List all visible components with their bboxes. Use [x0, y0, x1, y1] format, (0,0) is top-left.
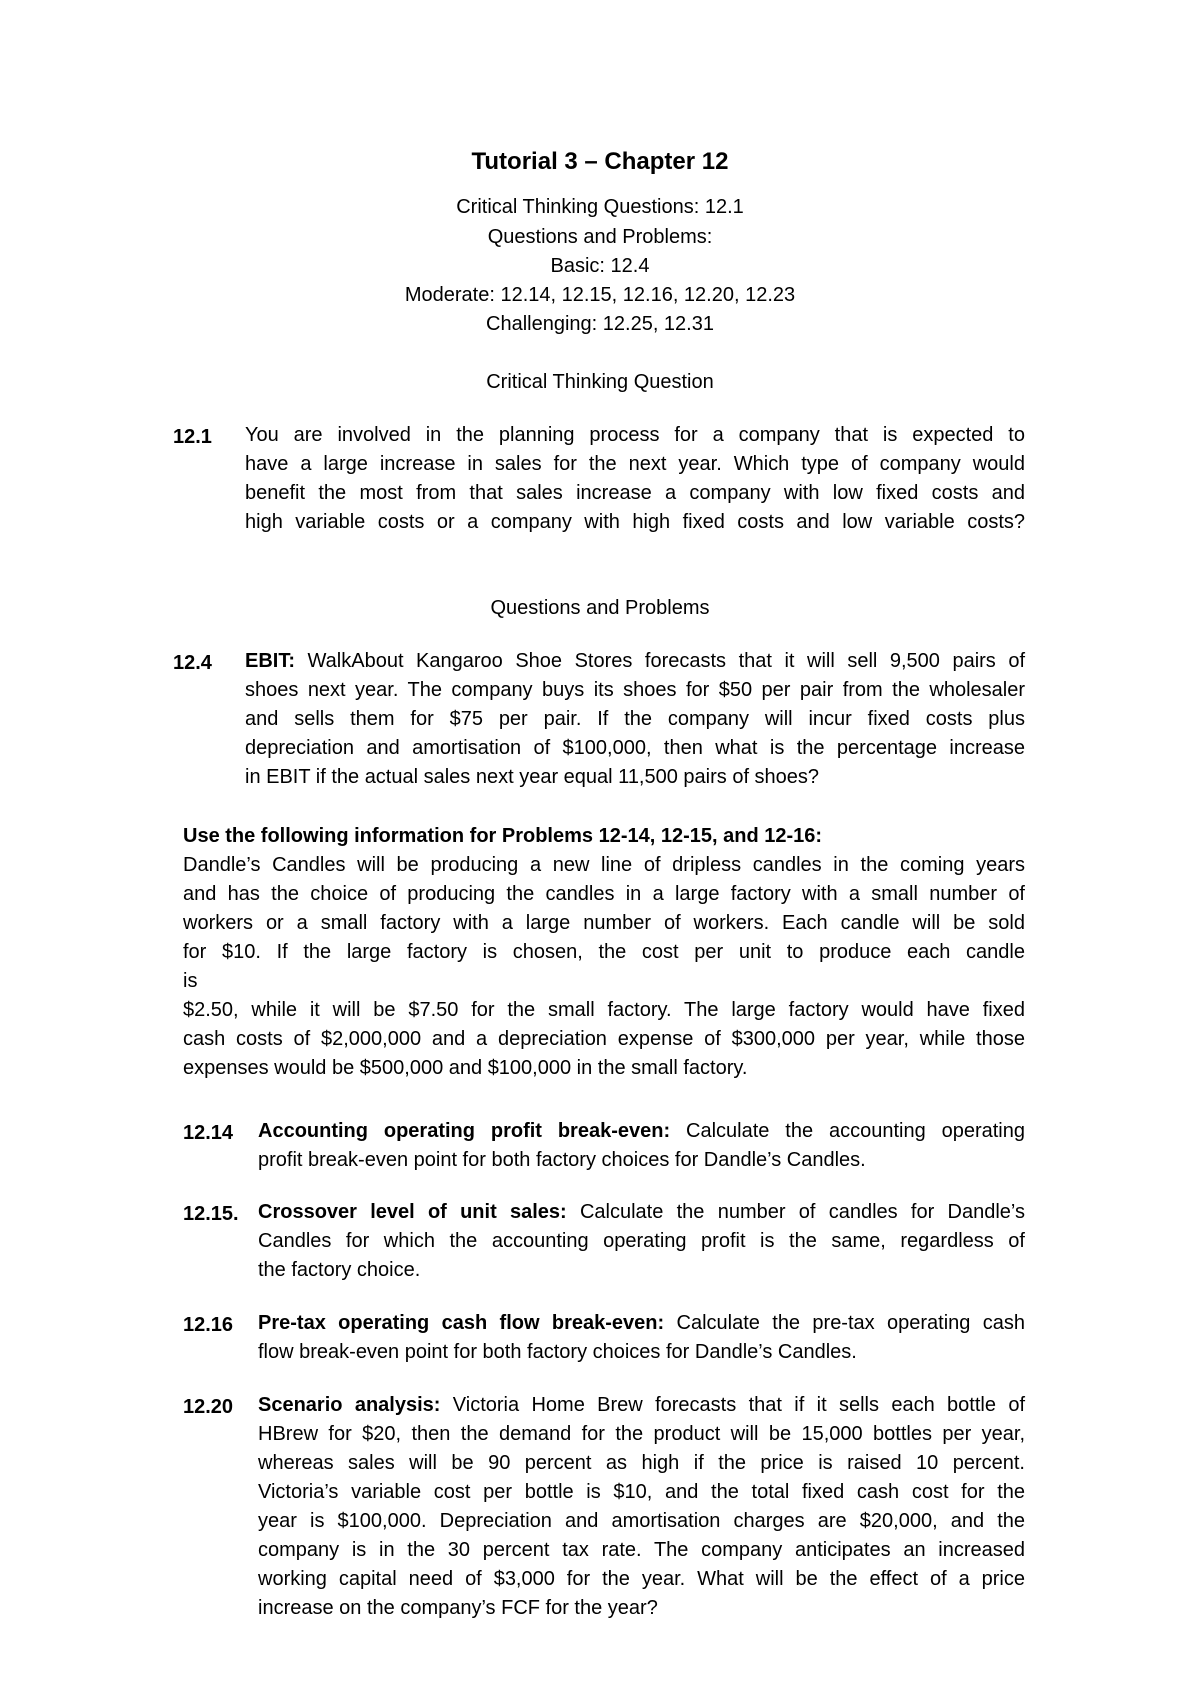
question-line: have a large increase in sales for the next year. Which type of company would	[245, 453, 1025, 475]
info-line: for $10. If the large factory is chosen, the cost per unit to produce each candle	[183, 941, 1025, 963]
question-label: EBIT:	[245, 650, 295, 672]
question-line: year is $100,000. Depreciation and amortisation charges are $20,000, and the	[258, 1510, 1025, 1532]
section-heading-questions-problems: Questions and Problems	[490, 597, 710, 619]
question-line: benefit the most from that sales increase a company with low fixed costs and	[245, 482, 1025, 504]
question-line	[258, 1117, 1025, 1146]
section-heading-critical-thinking: Critical Thinking Question	[486, 371, 714, 393]
info-line: Dandle’s Candles will be producing a new line of dripless candles in the coming years	[183, 854, 1025, 876]
question-text: Calculate the accounting operating	[686, 1120, 1025, 1142]
question-text: WalkAbout Kangaroo Shoe Stores forecasts that it will sell 9,500 pairs of	[307, 650, 1026, 672]
question-line: in EBIT if the actual sales next year equal 11,500 pairs of shoes?	[245, 766, 820, 788]
question-12-4	[245, 647, 1025, 792]
info-line: $2.50, while it will be $7.50 for the small factory. The large factory would have fixed	[183, 999, 1025, 1021]
question-line: You are involved in the planning process for a company that is expected to	[245, 424, 1025, 446]
info-block	[183, 822, 1025, 1083]
question-line: company is in the 30 percent tax rate. The company anticipates an increased	[258, 1539, 1025, 1561]
question-label: Crossover level of unit sales:	[258, 1201, 567, 1223]
question-line: high variable costs or a company with high fixed costs and low variable costs?	[245, 511, 1025, 533]
question-line: and sells them for $75 per pair. If the company will incur fixed costs plus	[245, 708, 1025, 730]
question-line: increase on the company’s FCF for the year?	[258, 1597, 658, 1619]
question-12-14	[258, 1117, 1025, 1175]
question-12-16	[258, 1309, 1025, 1367]
question-line	[258, 1391, 1025, 1420]
question-line: flow break-even point for both factory choices for Dandle’s Candles.	[258, 1341, 857, 1363]
question-line: Victoria’s variable cost per bottle is $10, and the total fixed cash cost for the	[258, 1481, 1025, 1503]
info-line: workers or a small factory with a large number of workers. Each candle will be sold	[183, 912, 1025, 934]
question-text: Calculate the number of candles for Dandle’s	[579, 1201, 1025, 1223]
question-12-1	[245, 421, 1025, 537]
question-12-20	[258, 1391, 1025, 1623]
question-number-12-20: 12.20	[183, 1396, 234, 1418]
question-12-15	[258, 1198, 1025, 1285]
question-line: profit break-even point for both factory choices for Dandle’s Candles.	[258, 1149, 866, 1171]
summary-moderate: Moderate: 12.14, 12.15, 12.16, 12.20, 12.23	[404, 284, 796, 306]
question-line: whereas sales will be 90 percent as high if the price is raised 10 percent.	[258, 1452, 1025, 1474]
question-label: Pre-tax operating cash flow break-even:	[258, 1312, 665, 1334]
question-number-12-15: 12.15.	[183, 1203, 239, 1225]
question-line: shoes next year. The company buys its shoes for $50 per pair from the wholesaler	[245, 679, 1025, 701]
question-label: Accounting operating profit break-even:	[258, 1120, 671, 1142]
question-text: Calculate the pre-tax operating cash	[676, 1312, 1025, 1334]
summary-questions-problems: Questions and Problems:	[487, 226, 713, 248]
summary-basic: Basic: 12.4	[550, 255, 650, 277]
question-line: depreciation and amortisation of $100,000, then what is the percentage increase	[245, 737, 1025, 759]
question-number-12-14: 12.14	[183, 1122, 234, 1144]
info-heading: Use the following information for Problems 12-14, 12-15, and 12-16:	[183, 825, 823, 847]
question-line: the factory choice.	[258, 1259, 421, 1281]
question-line: working capital need of $3,000 for the year. What will be the effect of a price	[258, 1568, 1025, 1590]
question-line	[245, 647, 1025, 676]
question-label: Scenario analysis:	[258, 1394, 441, 1416]
summary-challenging: Challenging: 12.25, 12.31	[486, 313, 714, 335]
info-line: and has the choice of producing the candles in a large factory with a small number of	[183, 883, 1025, 905]
info-line: is	[183, 970, 198, 992]
question-line	[258, 1198, 1025, 1227]
question-text: Victoria Home Brew forecasts that if it sells each bottle of	[452, 1394, 1025, 1416]
question-number-12-4: 12.4	[173, 652, 212, 674]
summary-critical: Critical Thinking Questions: 12.1	[456, 196, 744, 218]
page-title: Tutorial 3 – Chapter 12	[471, 148, 729, 175]
question-number-12-16: 12.16	[183, 1314, 234, 1336]
question-line: HBrew for $20, then the demand for the product will be 15,000 bottles per year,	[258, 1423, 1025, 1445]
question-line: Candles for which the accounting operating profit is the same, regardless of	[258, 1230, 1025, 1252]
question-line	[258, 1309, 1025, 1338]
info-line: expenses would be $500,000 and $100,000 in the small factory.	[183, 1057, 748, 1079]
info-line: cash costs of $2,000,000 and a depreciation expense of $300,000 per year, while those	[183, 1028, 1025, 1050]
question-number-12-1: 12.1	[173, 426, 212, 448]
